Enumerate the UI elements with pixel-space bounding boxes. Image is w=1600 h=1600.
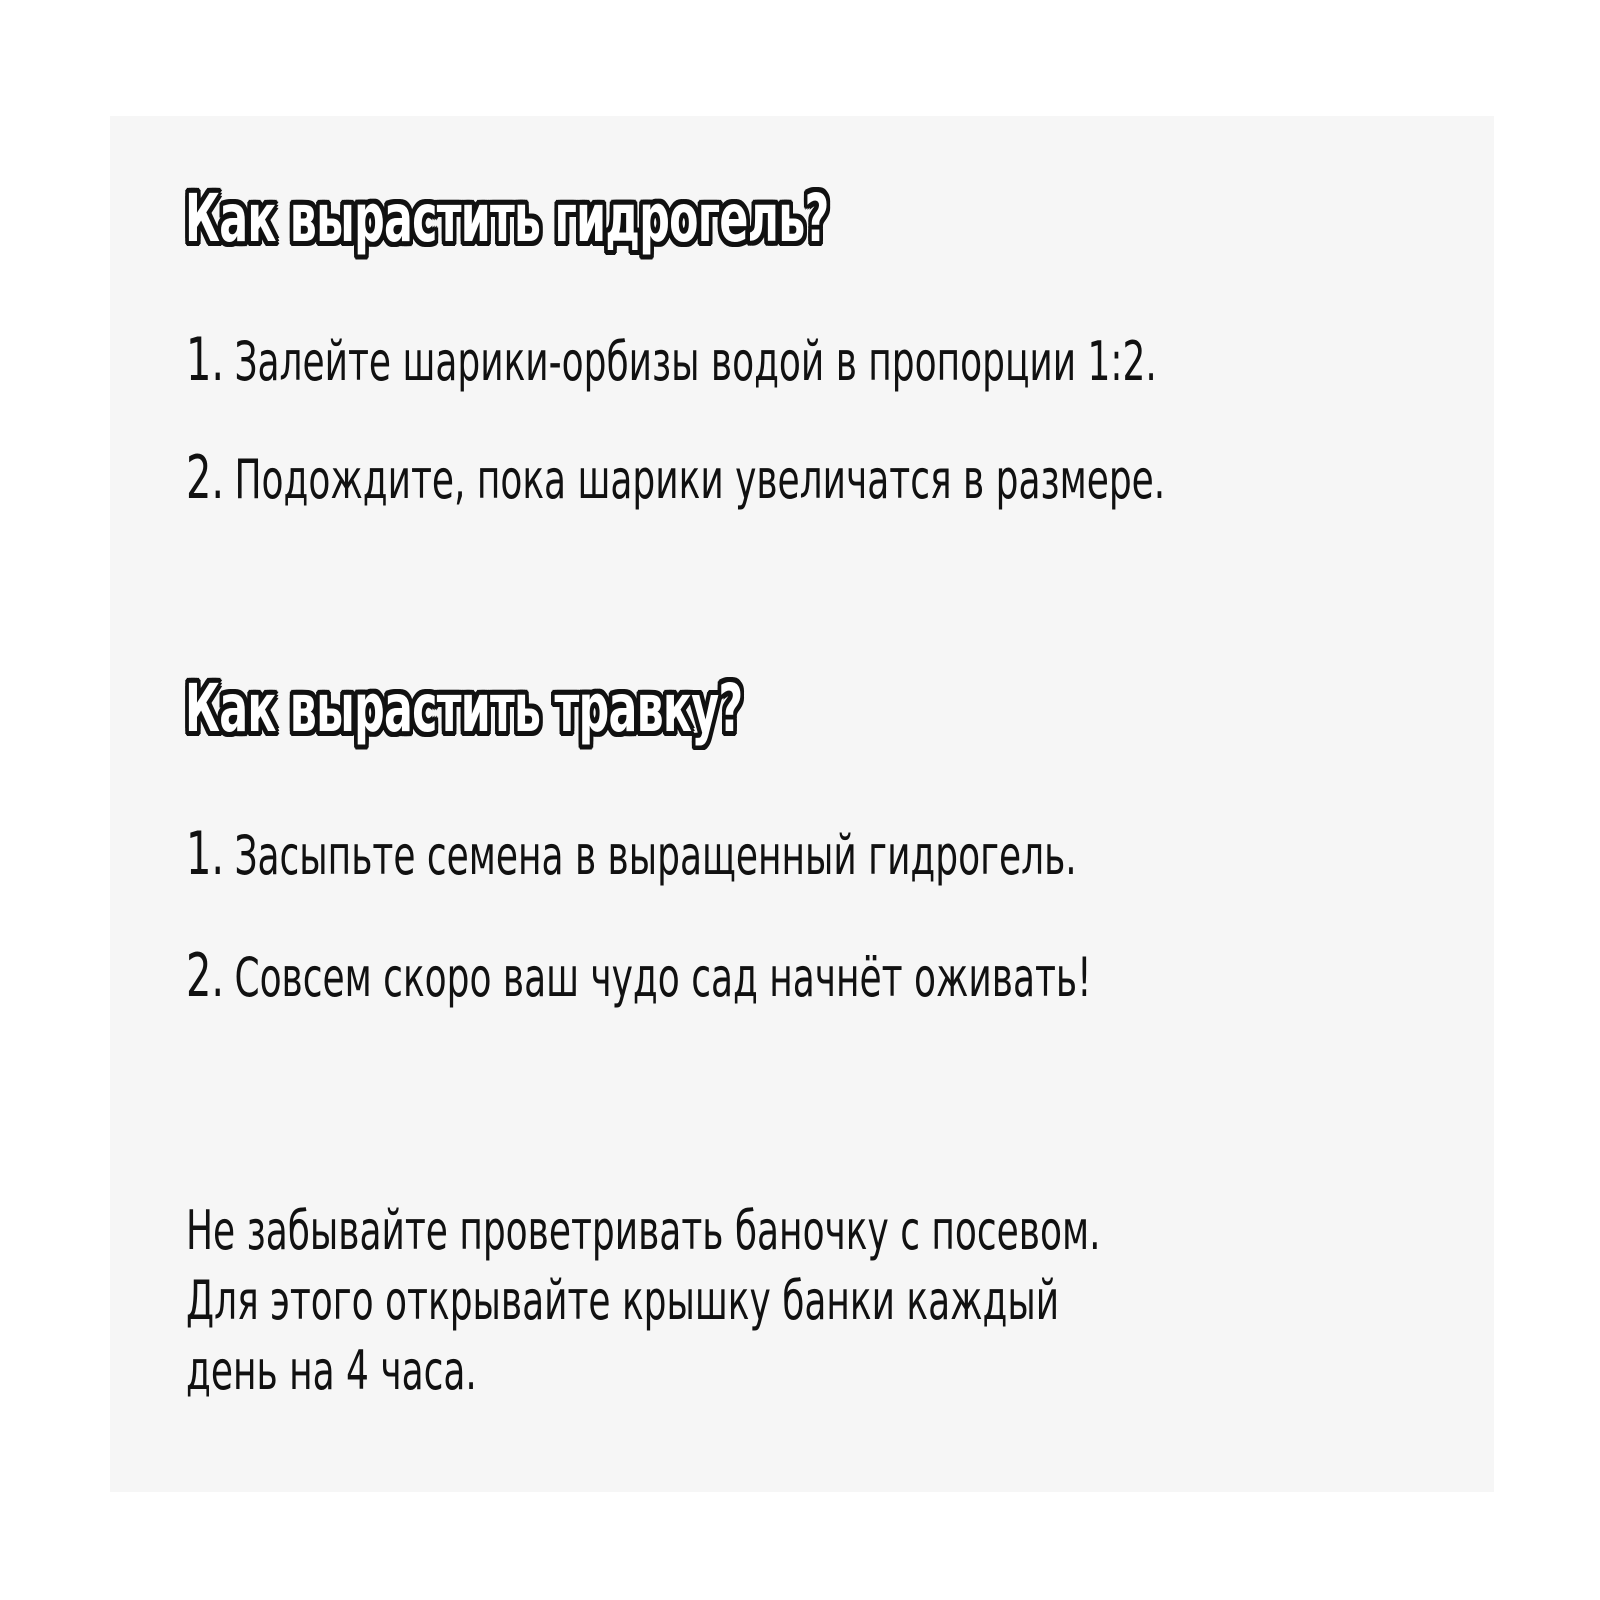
hydrogel-step-2 xyxy=(186,443,1166,513)
step-number: 1. xyxy=(186,819,225,889)
step-text: Совсем скоро ваш чудо сад начнёт оживать! xyxy=(234,946,1092,1009)
step-text: Подождите, пока шарики увеличатся в размере. xyxy=(234,448,1166,511)
step-number: 1. xyxy=(186,325,225,395)
hydrogel-step-1 xyxy=(186,325,1157,395)
grass-step-2 xyxy=(186,941,1092,1011)
step-number: 2. xyxy=(186,443,225,513)
ventilation-note xyxy=(186,1196,1296,1406)
grass-step-1 xyxy=(186,819,1077,889)
note-line: день на 4 часа. xyxy=(186,1339,477,1402)
note-line: Для этого открывайте крышку банки каждый xyxy=(186,1269,1060,1332)
step-number: 2. xyxy=(186,941,225,1011)
note-line: Не забывайте проветривать баночку с посевом. xyxy=(186,1199,1101,1262)
section-title-hydrogel: Как вырастить гидрогель? xyxy=(185,180,829,257)
step-text: Засыпьте семена в выращенный гидрогель. xyxy=(234,824,1077,887)
step-text: Залейте шарики-орбизы водой в пропорции 1:2. xyxy=(234,330,1157,393)
section-title-grass: Как вырастить травку? xyxy=(185,670,743,747)
